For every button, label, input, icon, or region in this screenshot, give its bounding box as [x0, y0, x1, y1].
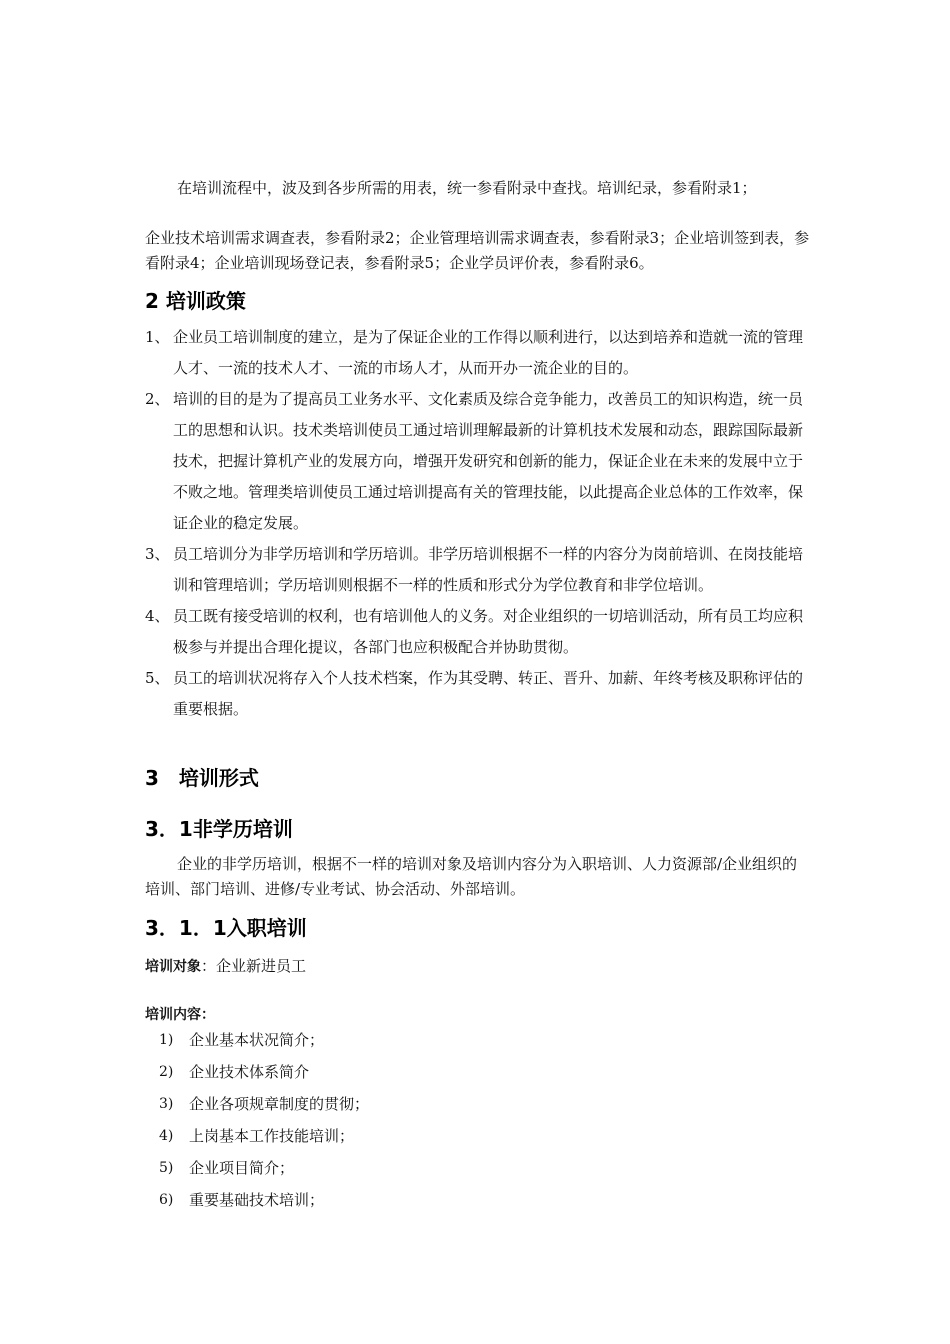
list-item-number: 6) [159, 1192, 174, 1208]
training-target-value: ：企业新进员工 [201, 957, 307, 975]
policy-item-number: 3、 [145, 545, 170, 563]
section-heading-policy: 2 培训政策 [145, 289, 246, 313]
list-item [159, 1024, 369, 1056]
policy-item-number: 5、 [145, 669, 170, 687]
policy-item [145, 539, 810, 601]
list-item-text: 重要基础技术培训； [189, 1191, 325, 1209]
list-item-text: 企业项目简介； [189, 1159, 295, 1177]
policy-item-text: 企业员工培训制度的建立，是为了保证企业的工作得以顺利进行，以达到培养和造就一流的管理人才、一流的技术人才、一流的市场人才，从而开办一流企业的目的。 [173, 328, 804, 377]
policy-item-text: 员工既有接受培训的权利，也有培训他人的义务。对企业组织的一切培训活动，所有员工均应积极参与并提出合理化提议，各部门也应积极配合并协助贯彻。 [173, 607, 804, 656]
policy-item-number: 4、 [145, 607, 170, 625]
list-item-number: 5) [159, 1160, 174, 1176]
list-item [159, 1184, 369, 1216]
section-heading-nonacademic: 3．1非学历培训 [145, 817, 293, 841]
intro-paragraph: 在培训流程中，波及到各步所需的用表，统一参看附录中查找。培训纪录，参看附录1； [177, 179, 757, 197]
policy-item [145, 384, 810, 539]
list-item-number: 2) [159, 1064, 174, 1080]
list-item-number: 1) [159, 1032, 174, 1048]
list-item-number: 4) [159, 1128, 174, 1144]
policy-item-text: 员工的培训状况将存入个人技术档案，作为其受聘、转正、晋升、加薪、年终考核及职称评估的重要根据。 [173, 669, 804, 718]
policy-item [145, 601, 810, 663]
list-item-text: 企业各项规章制度的贯彻； [189, 1095, 370, 1113]
list-item-number: 3) [159, 1096, 174, 1112]
list-item [159, 1152, 369, 1184]
intro-forms-paragraph: 企业技术培训需求调查表，参看附录2；企业管理培训需求调查表，参看附录3；企业培训签到表，参看附录4；企业培训现场登记表，参看附录5；企业学员评价表，参看附录6。 [145, 229, 810, 272]
policy-item-number: 1、 [145, 328, 170, 346]
list-item [159, 1088, 369, 1120]
training-target-label: 培训对象 [145, 959, 201, 975]
list-item-text: 企业技术体系简介 [189, 1063, 310, 1081]
policy-item-text: 员工培训分为非学历培训和学历培训。非学历培训根据不一样的内容分为岗前培训、在岗技能培训和管理培训；学历培训则根据不一样的性质和形式分为学位教育和非学位培训。 [173, 545, 804, 594]
nonacademic-paragraph: 企业的非学历培训，根据不一样的培训对象及培训内容分为入职培训、人力资源部/企业组织的培训、部门培训、进修/专业考试、协会活动、外部培训。 [145, 855, 798, 898]
list-item [159, 1056, 369, 1088]
policy-item [145, 322, 810, 384]
policy-list [145, 322, 810, 725]
list-item [159, 1120, 369, 1152]
section-heading-onboarding: 3．1．1入职培训 [145, 916, 307, 940]
policy-item [145, 663, 810, 725]
policy-item-text: 培训的目的是为了提高员工业务水平、文化素质及综合竞争能力，改善员工的知识构造，统一员工的思想和认识。技术类培训使员工通过培训理解最新的计算机技术发展和动态，跟踪国际最新技术，把握计算机产业的发展方向，增强开发研究和创新的能力，保证企业在未来的发展中立于不败之地。管理类培训使员工通过培训提高有关的管理技能，以此提高企业总体的工作效率，保证企业的稳定发展。 [173, 390, 804, 532]
section-heading-training-form: 3 培训形式 [145, 766, 259, 790]
list-item-text: 企业基本状况简介； [189, 1031, 325, 1049]
training-target-line [145, 954, 306, 980]
training-content-list [159, 1024, 369, 1216]
policy-item-number: 2、 [145, 390, 170, 408]
list-item-text: 上岗基本工作技能培训； [189, 1127, 355, 1145]
training-content-label: 培训内容： [145, 1007, 215, 1023]
